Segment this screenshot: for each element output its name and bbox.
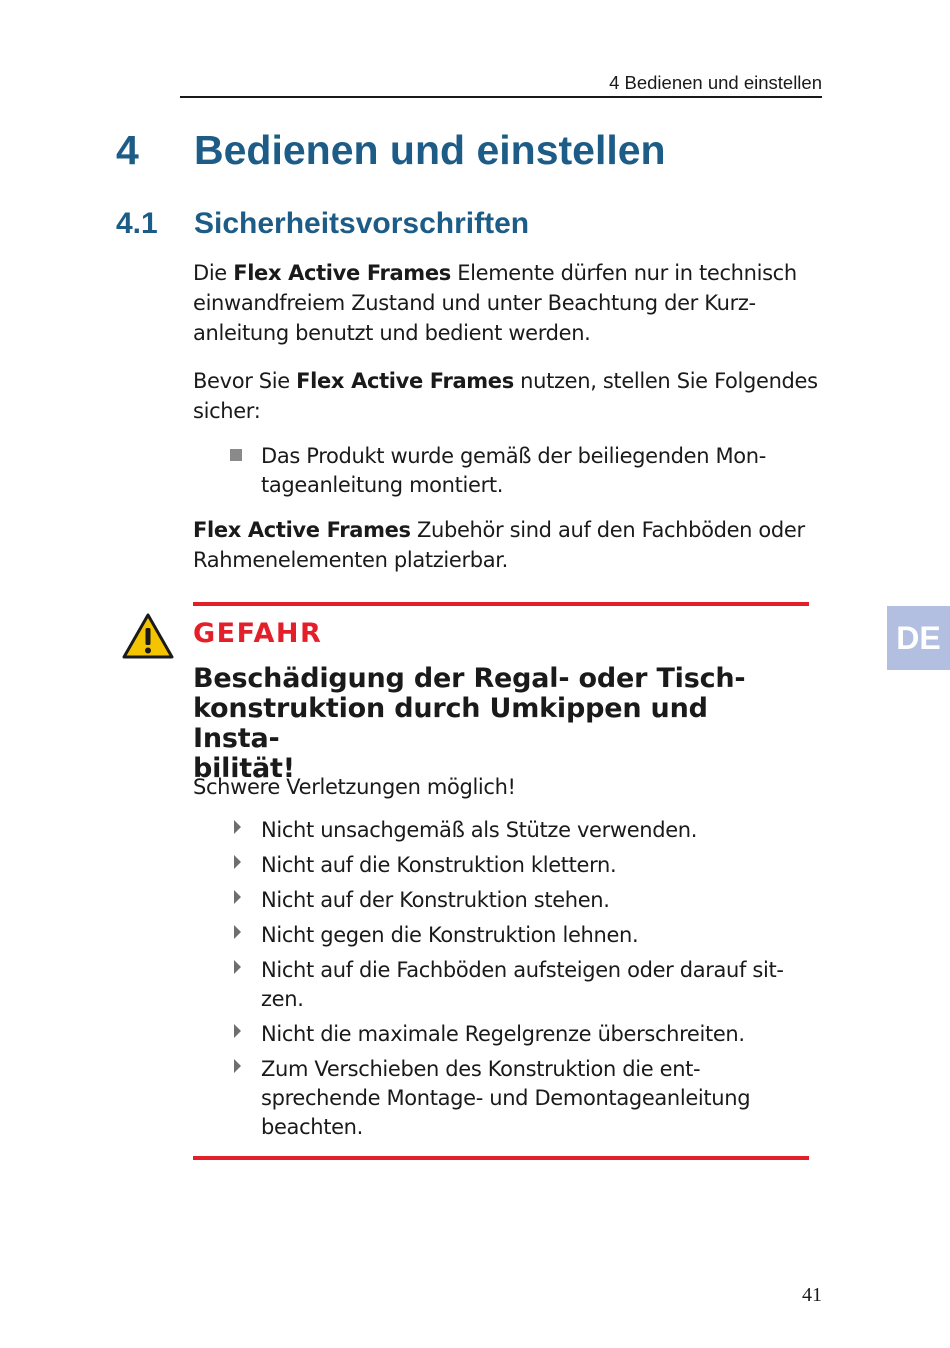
arrow-bullet-icon <box>234 1024 241 1038</box>
warning-title-line: bilität! <box>193 753 295 784</box>
list-item <box>232 1020 802 1049</box>
section-heading <box>116 205 529 243</box>
text-run: Die <box>193 261 234 285</box>
arrow-bullet-icon <box>234 1059 241 1073</box>
product-name: Flex Active Frames <box>296 369 514 393</box>
text-line: einwandfreiem Zustand und unter Beachtung der Kurz- <box>193 291 756 315</box>
chapter-number: 4 <box>116 127 139 173</box>
paragraph-usage-conditions <box>193 258 833 348</box>
language-tab: DE <box>887 606 950 670</box>
warning-triangle-icon <box>121 612 175 660</box>
paragraph-before-use <box>193 366 833 426</box>
text-line: zen. <box>261 987 304 1011</box>
text-line: Rahmenelementen platzierbar. <box>193 548 508 572</box>
warning-bottom-rule <box>193 1156 809 1160</box>
arrow-bullet-icon <box>234 855 241 869</box>
section-number: 4.1 <box>116 207 158 240</box>
text-line: sprechende Montage- und Demontageanleitung <box>261 1086 751 1110</box>
text-line: Nicht die maximale Regelgrenze überschreiten. <box>261 1022 745 1046</box>
list-item-assembly-check <box>230 442 790 500</box>
list-item <box>232 921 802 950</box>
text-line: Nicht auf die Konstruktion klettern. <box>261 853 617 877</box>
arrow-bullet-icon <box>234 960 241 974</box>
text-line: anleitung benutzt und bedient werden. <box>193 321 591 345</box>
running-header: 4 Bedienen und einstellen <box>609 72 822 93</box>
square-bullet-icon <box>230 449 242 461</box>
list-item <box>232 956 802 1014</box>
text-line: Nicht unsachgemäß als Stütze verwenden. <box>261 818 698 842</box>
product-name: Flex Active Frames <box>193 518 411 542</box>
arrow-bullet-icon <box>234 925 241 939</box>
warning-title-line: Beschädigung der Regal- oder Tisch- <box>193 663 746 694</box>
text-line: Nicht auf die Fachböden aufsteigen oder darauf sit- <box>261 958 784 982</box>
text-run: Bevor Sie <box>193 369 297 393</box>
warning-consequence: Schwere Verletzungen möglich! <box>193 775 516 799</box>
text-line: sicher: <box>193 399 261 423</box>
page-number: 41 <box>802 1284 822 1306</box>
signal-word: GEFAHR <box>193 618 323 649</box>
warning-title-line: konstruktion durch Umkippen und Insta- <box>193 693 708 754</box>
warning-top-rule <box>193 602 809 606</box>
paragraph-accessories <box>193 515 833 575</box>
arrow-bullet-icon <box>234 820 241 834</box>
text-line: beachten. <box>261 1115 363 1139</box>
text-line: Das Produkt wurde gemäß der beiliegenden Mon- <box>261 444 766 468</box>
warning-measures-list <box>232 816 802 1148</box>
list-item <box>232 816 802 845</box>
list-item <box>232 1055 802 1142</box>
text-run: nutzen, stellen Sie Folgendes <box>513 369 818 393</box>
chapter-heading <box>116 126 666 174</box>
header-rule <box>180 96 822 98</box>
text-run: Elemente dürfen nur in technisch <box>450 261 797 285</box>
warning-title <box>193 664 793 784</box>
section-title: Sicherheitsvorschriften <box>194 207 530 240</box>
text-line: Nicht gegen die Konstruktion lehnen. <box>261 923 639 947</box>
text-line: Zum Verschieben des Konstruktion die ent- <box>261 1057 701 1081</box>
list-item <box>232 886 802 915</box>
text-run: Zubehör sind auf den Fachböden oder <box>410 518 805 542</box>
arrow-bullet-icon <box>234 890 241 904</box>
text-line: Nicht auf der Konstruktion stehen. <box>261 888 610 912</box>
product-name: Flex Active Frames <box>233 261 451 285</box>
text-line: tageanleitung montiert. <box>261 473 504 497</box>
chapter-title: Bedienen und einstellen <box>194 127 666 173</box>
list-item <box>232 851 802 880</box>
